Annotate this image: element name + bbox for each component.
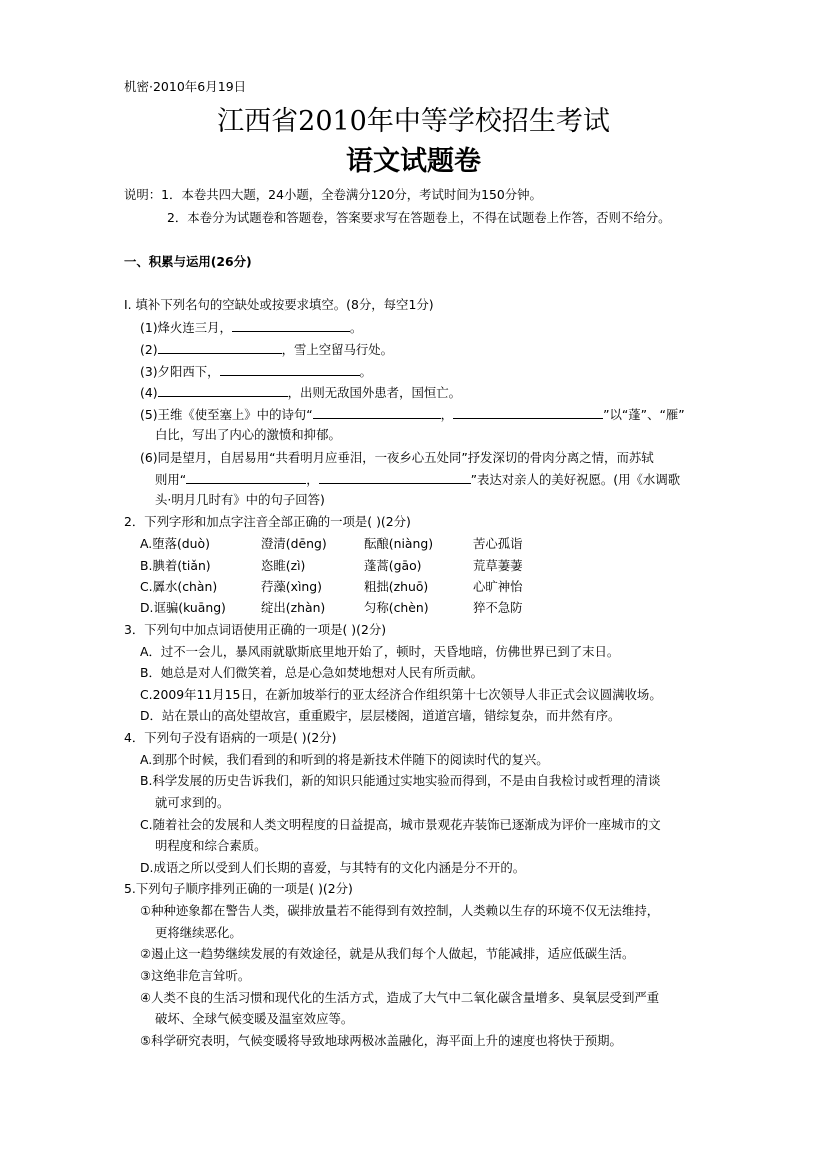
q1-item-6: (6)同是望月，自居易用“共看明月应垂泪，一夜乡心五处同”抒发深切的骨肉分离之情，而苏轼 (140, 450, 654, 465)
q2-b-word-3: 蓬蒿(gāo) (364, 558, 422, 573)
q2-stem: 2．下列字形和加点字注音全部正确的一项是( )(2分) (124, 514, 411, 529)
q1-item-2-num: (2) (140, 342, 158, 357)
answer-blank[interactable] (186, 471, 306, 484)
q1-item-3-end: 。 (359, 364, 372, 379)
q1-item-5-continued: 白比，写出了内心的激愤和抑郁。 (155, 427, 341, 442)
q1-item-5-end: ”以“蓬”、“雁” (603, 407, 685, 422)
q3-option-a: A．过不一会儿，暴风雨就歇斯底里地开始了，顿时，天昏地暗，仿佛世界已到了末日。 (140, 644, 620, 659)
q5-sentence-2: ②遏止这一趋势继续发展的有效途径，就是从我们每个人做起，节能减排，适应低碳生活。 (140, 946, 635, 961)
q5-stem: 5.下列句子顺序排列正确的一项是( )(2分) (124, 881, 353, 896)
q3-option-c: C.2009年11月15日，在新加坡举行的亚太经济合作组织第十七次领导人非正式会议圆满收场。 (140, 687, 662, 702)
q1-item-6-line-2 (155, 471, 680, 488)
q1-item-5-comma: ， (440, 407, 454, 422)
q2-option-c (140, 579, 740, 595)
q5-sentence-3: ③这绝非危言耸听。 (140, 968, 251, 983)
q1-stem: I. 填补下列名句的空缺处或按要求填空。(8分，每空1分) (124, 297, 434, 312)
q1-item-4-text: ，出则无敌国外患者，国恒亡。 (287, 385, 462, 400)
q2-d-word-3: 匀称(chèn) (364, 600, 429, 615)
answer-blank[interactable] (232, 319, 350, 332)
q1-item-6-prefix: 则用“ (155, 472, 187, 487)
q1-item-2 (140, 341, 393, 358)
q1-item-2-text: ，雪上空留马行处。 (281, 342, 394, 357)
q2-c-word-3: 粗拙(zhuō) (364, 579, 429, 594)
q5-sentence-4-continued: 破坏、全球气候变暖及温室效应等。 (155, 1011, 354, 1026)
q2-d-word-1: D.诓骗(kuāng) (140, 600, 226, 615)
q1-item-3-text: (3)夕阳西下， (140, 364, 220, 379)
q4-option-a: A.到那个时候，我们看到的和听到的将是新技术伴随下的阅读时代的复兴。 (140, 752, 549, 767)
q2-c-word-2: 荇藻(xìng) (261, 579, 322, 594)
q2-a-word-3: 酝酿(niàng) (364, 536, 434, 551)
q5-sentence-5: ⑤科学研究表明，气候变暖将导致地球两极冰盖融化，海平面上升的速度也将快于预期。 (140, 1033, 622, 1048)
q4-option-c-continued: 明程度和综合素质。 (155, 838, 267, 853)
q2-b-word-1: B.腆着(tiǎn) (140, 558, 211, 573)
q5-sentence-1-continued: 更将继续恶化。 (155, 925, 242, 940)
q1-item-1-end: 。 (349, 320, 363, 335)
q2-a-word-2: 澄清(dēng) (261, 536, 327, 551)
q2-a-word-4: 苦心孤诣 (473, 536, 523, 551)
q5-sentence-4: ④人类不良的生活习惯和现代化的生活方式，造成了大气中二氧化碳含量增多、臭氧层受到严重 (140, 990, 660, 1005)
q4-stem: 4．下列句子没有语病的一项是( )(2分) (124, 730, 337, 745)
q2-c-word-4: 心旷神怡 (473, 579, 523, 594)
q1-item-3 (140, 363, 372, 380)
q1-item-5-text: (5)王维《使至塞上》中的诗句“ (140, 407, 313, 422)
q4-option-b-continued: 就可求到的。 (155, 795, 230, 810)
answer-blank[interactable] (313, 406, 441, 419)
q1-item-4-num: (4) (140, 385, 158, 400)
answer-blank[interactable] (319, 471, 471, 484)
q2-option-a (140, 536, 740, 552)
q1-item-6-line-3: 头·明月几时有》中的句子回答) (155, 492, 325, 507)
q3-stem: 3．下列句中加点词语使用正确的一项是( )(2分) (124, 622, 387, 637)
q5-sentence-1: ①种种迹象都在警告人类，碳排放量若不能得到有效控制，人类赖以生存的环境不仅无法维持， (140, 903, 660, 918)
q2-b-word-4: 荒草萋萋 (473, 558, 523, 573)
q1-item-4 (140, 384, 461, 401)
q1-item-6-end: ”表达对亲人的美好祝愿。(用《水调歌 (470, 472, 681, 487)
instructions-line-2: 2．本卷分为试题卷和答题卷，答案要求写在答题卷上，不得在试题卷上作答，否则不给分。 (167, 210, 671, 225)
q2-option-d (140, 600, 740, 616)
q2-a-word-1: A.堕落(duò) (140, 536, 210, 551)
q4-option-b: B.科学发展的历史告诉我们，新的知识只能通过实地实验而得到，不是由自我检讨或哲理的清谈 (140, 773, 661, 788)
q1-item-1 (140, 319, 362, 336)
confidential-date-line: 机密·2010年6月19日 (124, 79, 247, 94)
answer-blank[interactable] (158, 341, 282, 354)
q3-option-d: D．站在景山的高处望故宫，重重殿宇，层层楼阁，道道宫墙，错综复杂，而井然有序。 (140, 708, 621, 723)
q2-b-word-2: 恣睢(zì) (261, 558, 306, 573)
section-heading: 一、积累与运用(26分) (124, 254, 252, 269)
instructions-line-1: 说明：1．本卷共四大题，24小题，全卷满分120分，考试时间为150分钟。 (124, 187, 542, 202)
q1-item-5 (140, 406, 685, 423)
exam-title: 江西省2010年中等学校招生考试 (217, 106, 610, 137)
q2-option-b (140, 558, 740, 574)
q3-option-b: B．她总是对人们微笑着，总是心急如焚地想对人民有所贡献。 (140, 665, 484, 680)
q2-d-word-4: 猝不急防 (473, 600, 523, 615)
q1-item-1-text: (1)烽火连三月， (140, 320, 232, 335)
q2-d-word-2: 绽出(zhàn) (261, 600, 326, 615)
answer-blank[interactable] (220, 363, 360, 376)
q4-option-c: C.随着社会的发展和人类文明程度的日益提高，城市景观花卉装饰已逐渐成为评价一座城市的文 (140, 817, 661, 832)
q1-item-6-comma: ， (306, 472, 319, 487)
answer-blank[interactable] (158, 384, 288, 397)
q2-c-word-1: C.羼水(chàn) (140, 579, 218, 594)
q4-option-d: D.成语之所以受到人们长期的喜爱，与其特有的文化内涵是分不开的。 (140, 860, 526, 875)
exam-subtitle: 语文试题卷 (346, 146, 481, 177)
answer-blank[interactable] (453, 406, 603, 419)
